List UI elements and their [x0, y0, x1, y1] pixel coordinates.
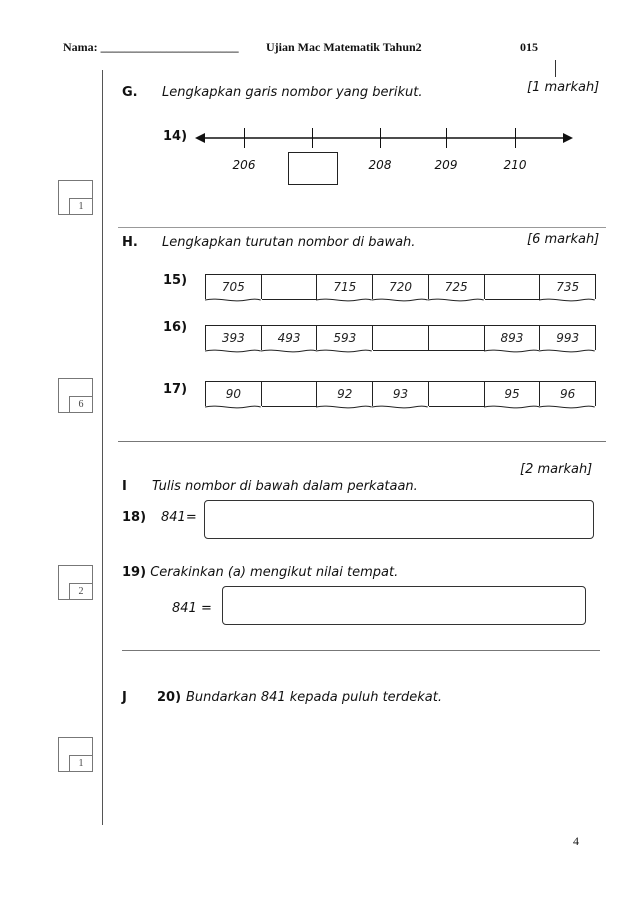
- section-g-marks: [1 markah]: [527, 80, 600, 95]
- number-line-label: 210: [503, 158, 527, 172]
- sequence-cell: 735: [540, 275, 595, 299]
- name-field-label: Nama: _______________________: [63, 40, 239, 54]
- question-18-value: 841=: [161, 510, 197, 525]
- sequence-cell: 725: [429, 275, 485, 299]
- number-line: [195, 128, 575, 148]
- section-i-instruction: Tulis nombor di bawah dalam perkataan.: [152, 479, 418, 494]
- exam-code: 015: [520, 40, 538, 54]
- sequence-cell-wave: [484, 348, 540, 354]
- score-box-g-max: 1: [69, 198, 92, 214]
- sequence-cell: 715: [317, 275, 373, 299]
- sequence-cell-wave: [372, 404, 428, 410]
- sequence-cell-wave: [484, 404, 540, 410]
- score-box-j-max: 1: [69, 755, 92, 771]
- section-divider: [118, 441, 606, 442]
- sequence-blank-cell[interactable]: [262, 382, 318, 407]
- sequence-cell: 593: [317, 326, 373, 350]
- section-g-instruction: Lengkapkan garis nombor yang berikut.: [162, 85, 423, 100]
- sequence-cell: 993: [540, 326, 595, 350]
- number-line-answer-box[interactable]: [288, 152, 338, 185]
- question-18-number: 18): [122, 510, 147, 525]
- sequence-strip-17: [205, 381, 596, 406]
- margin-rule: [102, 70, 103, 825]
- section-h-marks: [6 markah]: [527, 232, 600, 247]
- section-h-letter: H.: [122, 235, 138, 250]
- header-marker-line: [555, 60, 556, 77]
- sequence-cell-wave: [539, 348, 595, 354]
- section-divider: [122, 650, 600, 651]
- sequence-cell-wave: [205, 404, 261, 410]
- number-line-label: 209: [434, 158, 458, 172]
- score-box-i-max: 2: [69, 583, 92, 599]
- number-line-tick: [446, 128, 447, 148]
- score-box-h-max: 6: [69, 396, 92, 412]
- question-14-number: 14): [163, 129, 188, 144]
- sequence-cell: 90: [206, 382, 262, 406]
- sequence-cell: 893: [485, 326, 541, 350]
- sequence-blank-cell[interactable]: [429, 326, 485, 351]
- section-h-instruction: Lengkapkan turutan nombor di bawah.: [162, 235, 416, 250]
- sequence-blank-cell[interactable]: [373, 326, 429, 351]
- score-box-g[interactable]: [58, 180, 93, 215]
- exam-title: Ujian Mac Matematik Tahun2: [266, 40, 422, 54]
- sequence-cell: 393: [206, 326, 262, 350]
- score-box-j[interactable]: [58, 737, 93, 772]
- question-20-number: 20): [157, 690, 182, 705]
- question-16-number: 16): [163, 320, 188, 335]
- sequence-strip-16: [205, 325, 596, 350]
- question-19-answer-box[interactable]: [222, 586, 586, 625]
- number-line-tick: [515, 128, 516, 148]
- sequence-cell: 96: [540, 382, 595, 406]
- question-19-line: [122, 565, 398, 580]
- number-line-right-arrow: [563, 133, 573, 143]
- sequence-cell-wave: [539, 297, 595, 303]
- number-line-tick: [380, 128, 381, 148]
- sequence-cell: 493: [262, 326, 318, 350]
- sequence-cell-wave: [316, 297, 372, 303]
- page-number: 4: [573, 834, 579, 848]
- question-18-answer-box[interactable]: [204, 500, 594, 539]
- sequence-blank-cell[interactable]: [485, 275, 541, 300]
- sequence-cell: 720: [373, 275, 429, 299]
- number-line-label: 206: [232, 158, 256, 172]
- sequence-cell: 705: [206, 275, 262, 299]
- question-19-number: 19): [122, 565, 147, 580]
- sequence-cell: 93: [373, 382, 429, 406]
- question-19-value: 841 =: [172, 601, 212, 616]
- sequence-cell: 95: [485, 382, 541, 406]
- question-19-text: Cerakinkan (a) mengikut nilai tempat.: [150, 565, 399, 580]
- sequence-cell-wave: [316, 404, 372, 410]
- question-15-number: 15): [163, 273, 188, 288]
- score-box-h[interactable]: [58, 378, 93, 413]
- question-17-number: 17): [163, 382, 188, 397]
- section-i-marks: [2 markah]: [520, 462, 593, 477]
- sequence-blank-cell[interactable]: [262, 275, 318, 300]
- section-divider: [118, 227, 606, 228]
- number-line-tick: [312, 128, 313, 148]
- score-box-i[interactable]: [58, 565, 93, 600]
- sequence-cell-wave: [428, 297, 484, 303]
- sequence-cell-wave: [205, 348, 261, 354]
- section-j-letter: J: [122, 690, 127, 705]
- number-line-label: 208: [368, 158, 392, 172]
- sequence-cell-wave: [205, 297, 261, 303]
- number-line-left-arrow: [195, 133, 205, 143]
- sequence-cell-wave: [372, 297, 428, 303]
- sequence-blank-cell[interactable]: [429, 382, 485, 407]
- sequence-cell-wave: [261, 348, 317, 354]
- sequence-cell: 92: [317, 382, 373, 406]
- question-20-text: Bundarkan 841 kepada puluh terdekat.: [186, 690, 442, 705]
- sequence-cell-wave: [539, 404, 595, 410]
- section-i-letter: I: [122, 479, 127, 494]
- sequence-strip-15: [205, 274, 596, 299]
- section-g-letter: G.: [122, 85, 138, 100]
- sequence-cell-wave: [316, 348, 372, 354]
- number-line-tick: [244, 128, 245, 148]
